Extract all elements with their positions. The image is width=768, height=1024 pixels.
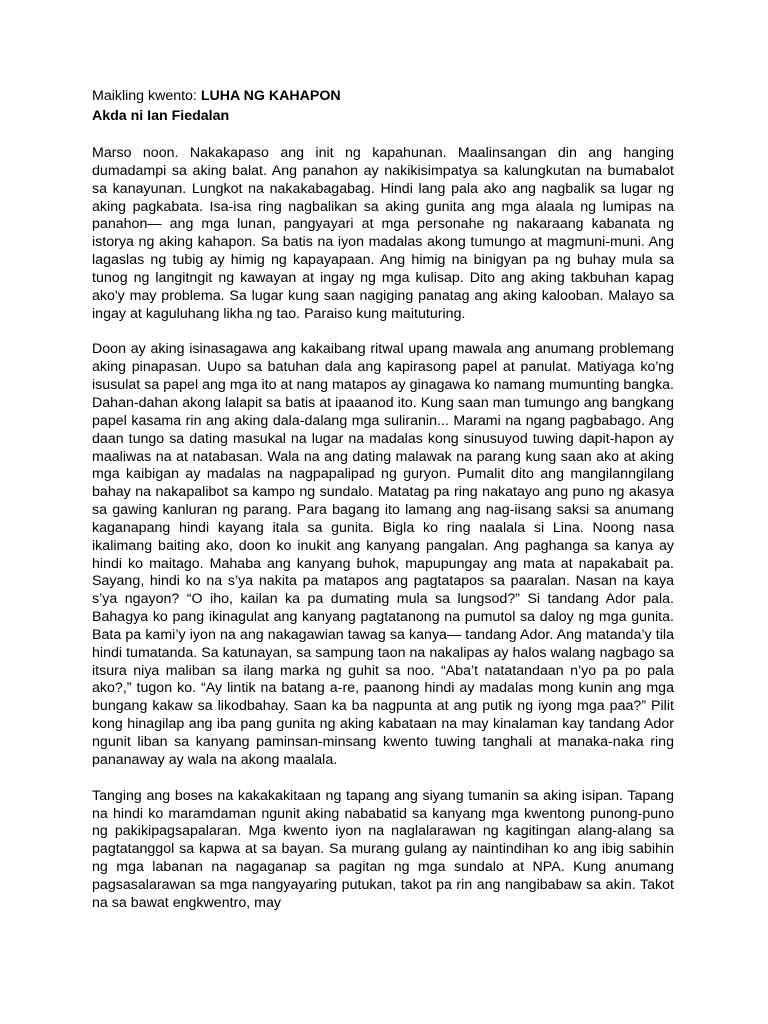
story-author: Akda ni Ian Fiedalan — [92, 108, 230, 124]
paragraph: Doon ay aking isinasagawa ang kakaibang ritwal upang mawala ang anumang problemang aking pinapasan. Uupo sa batuhan dala ang kapirasong papel at panulat. Matiyaga ko'ng isusulat sa papel ang mga ito at nang matapos ay ginagawa ko namang mumunting bangka. Dahan-dahan akong lalapit sa batis at ipaaanod ito. Kung saan man tumungo ang bangkang papel kasama rin ang aking dala-dalang mga suliranin... Marami na ngang pagbabago. Ang daan tungo sa dating masukal na lugar na madalas kong sinusuyod tuwing dapit-hapon ay maaliwas na at natabasan. Wala na ang dating malawak na parang kung saan ako at aking mga kaibigan ay madalas na nagpapalipad ng guryon. Pumalit dito ang mangilanngilang bahay na nakapalibot sa kampo ng sundalo. Matatag pa ring nakatayo ang puno ng akasya sa gawing kanluran ng parang. Para bagang ito lamang ang nag-iisang saksi sa anumang kaganapang hindi kayang itala sa gunita. Bigla ko ring naalala si Lina. Noong nasa ikalimang baiting ako, doon ko inukit ang kanyang pangalan. Ang paghanga sa kanya ay hindi ko maitago. Mahaba ang kanyang buhok, mapupungay ang mata at napakabait pa. Sayang, hindi ko na s’ya nakita pa matapos ang pagtatapos sa paaralan. Nasan na kaya s’ya ngayon? “O iho, kailan ka pa dumating mula sa lungsod?” Si tandang Ador pala. Bahagya ko pang ikinagulat ang kanyang pagtatanong na pumutol sa daloy ng mga gunita. Bata pa kami’y iyon na ang nakagawian tawag sa kanya— tandang Ador. Ang matanda’y tila hindi tumatanda. Sa katunayan, sa sampung taon na nakalipas ay halos walang nagbago sa itsura niya maliban sa ilang marka ng guhit sa noo. “Aba’t natatandaan n’yo pa po pala ako?,” tugon ko. “Ay lintik na batang a-re, paanong hindi ay madalas mong kunin ang mga bungang kakaw sa likodbahay. Saan ka ba nagpunta at ang putik ng iyong mga paa?” Pilit kong hinagilap ang iba pang gunita ng aking kabataan na may kinalaman kay tandang Ador ngunit liban sa kanyang paminsan-minsang kwento tuwing tanghali at manaka-naka ring pananaway ay wala na akong maalala. — [92, 341, 674, 768]
story-title: LUHA NG KAHAPON — [200, 88, 341, 104]
story-genre-label: Maikling kwento: — [92, 88, 201, 104]
paragraph: Tanging ang boses na kakakakitaan ng tapang ang siyang tumanin sa aking isipan. Tapang na hindi ko maramdaman ngunit aking nababatid sa kanyang mga kwentong punong-puno ng pakikipagsapalaran. Mga kwento iyon na naglalarawan ng kagitingan alang-alang sa pagtatanggol sa kapwa at sa bayan. Sa murang gulang ay naintindihan ko ang ibig sabihin ng mga labanan na nagaganap sa pagitan ng mga sundalo at NPA. Kung anumang pagsasalarawan sa mga nangyayaring putukan, takot pa rin ang nangibabaw sa akin. Takot na sa bawat engkwentro, may — [92, 787, 674, 911]
paragraph: Marso noon. Nakakapaso ang init ng kapahunan. Maalinsangan din ang hanging dumadampi sa aking balat. Ang panahon ay nakikisimpatya sa kalungkutan na bumabalot sa kanayunan. Lungkot na nakakabagabag. Hindi lang pala ako ang nagbalik sa lugar ng aking pagkabata. Isa-isa ring nagbalikan sa aking gunita ang mga alaala ng lumipas na panahon— ang mga lunan, pangyayari at mga personahe ng nakaraang kabanata ng istorya ng aking kahapon. Sa batis na iyon madalas akong tumungo at magmuni-muni. Ang lagaslas ng tubig ay himig ng kapayapaan. Ang himig na binigyan pa ng buhay mula sa tunog ng langitngit ng kawayan at ingay ng mga kulisap. Dito ang aking takbuhan kapag ako'y may problema. Sa lugar kung saan nagiging panatag ang aking kalooban. Malayo sa ingay at kaguluhang likha ng tao. Paraiso kung maituturing. — [92, 145, 674, 322]
document-page — [92, 86, 674, 931]
story-title-line — [92, 86, 674, 106]
